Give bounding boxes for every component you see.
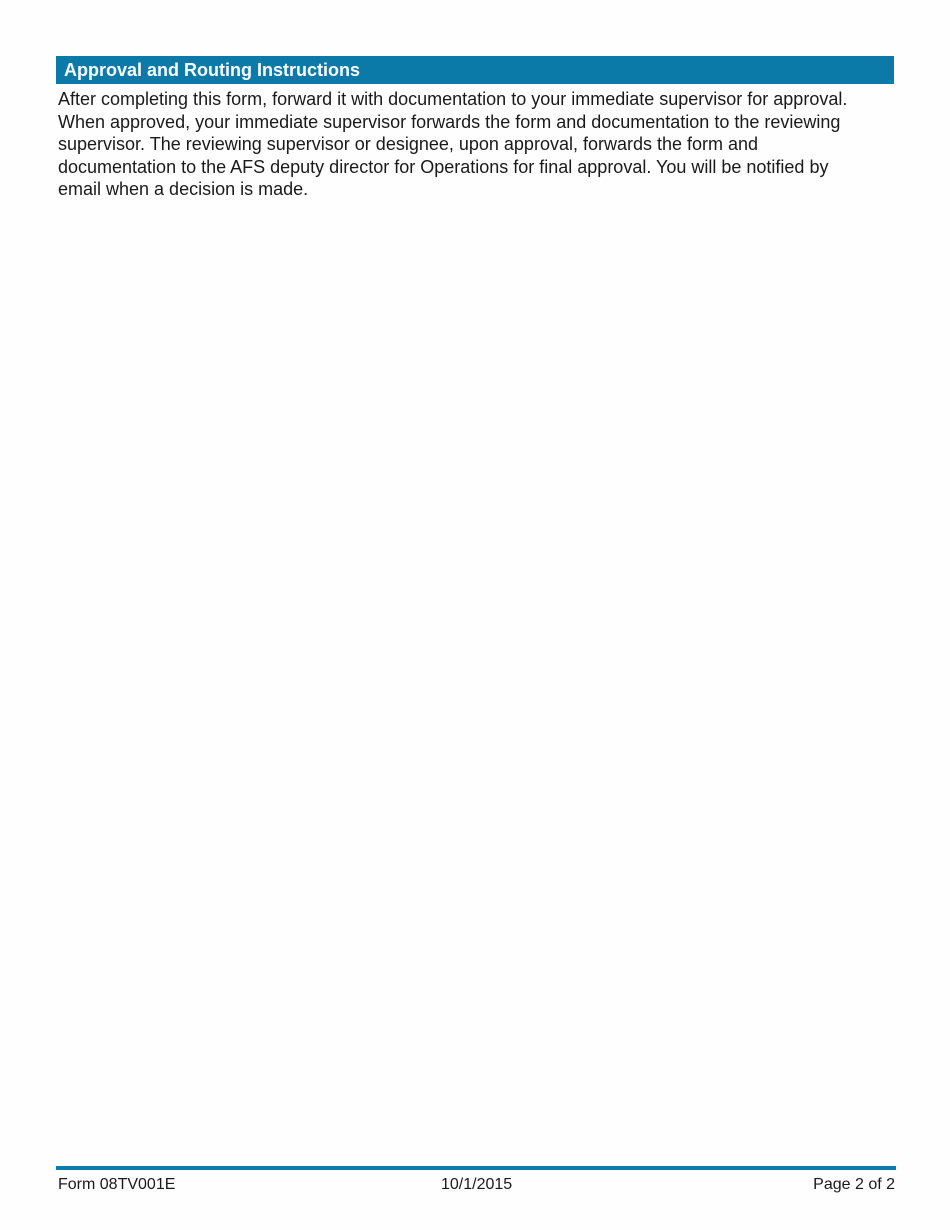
instructions-paragraph xyxy=(58,88,894,201)
footer-page-number: Page 2 of 2 xyxy=(813,1176,895,1193)
section-header xyxy=(56,56,894,84)
footer-form-number: Form 08TV001E xyxy=(58,1176,176,1193)
instructions-line: documentation to the AFS deputy director for Operations for final approval. You will be notified by xyxy=(58,156,829,177)
footer-divider xyxy=(56,1166,896,1170)
instructions-line: email when a decision is made. xyxy=(58,179,309,199)
instructions-line: When approved, your immediate supervisor forwards the form and documentation to the reviewing xyxy=(58,111,841,132)
instructions-line: After completing this form, forward it with documentation to your immediate supervisor for approval. xyxy=(58,89,848,109)
instructions-line: supervisor. The reviewing supervisor or designee, upon approval, forwards the form and xyxy=(58,134,759,154)
footer-date: 10/1/2015 xyxy=(441,1176,513,1193)
section-title: Approval and Routing Instructions xyxy=(64,60,360,80)
